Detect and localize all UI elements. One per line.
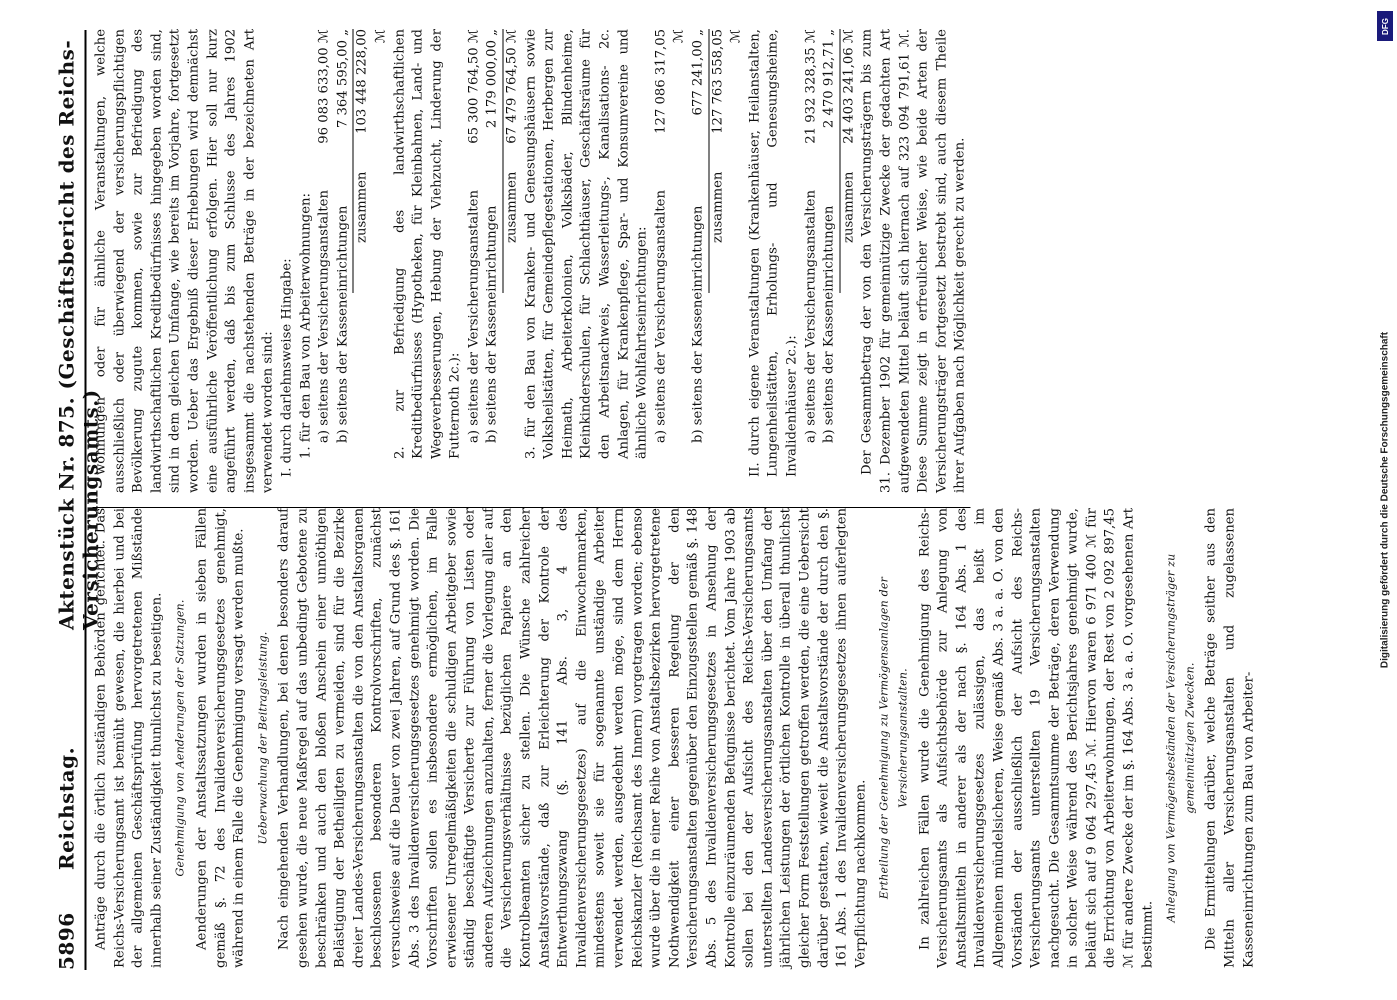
section2-b-label: b) seitens der Kasseneinrichtungen	[821, 205, 837, 443]
item-label: 1. für den Bau von Arbeiterwohnungen:	[297, 193, 313, 459]
dfg-logo: DFG	[1377, 11, 1393, 41]
item-total-label: zusammen	[504, 171, 520, 243]
section2-a-label: a) seitens der Versicherungsanstalten	[802, 190, 818, 443]
item-a-value: 127 086 317,05 ℳ	[652, 29, 687, 134]
section1-title: I. durch darlehnsweise Hingabe:	[278, 258, 294, 477]
item-a-value: 96 083 633,00 ℳ	[316, 29, 332, 144]
right-column	[92, 29, 970, 508]
header-title: Reichstag.	[54, 746, 78, 870]
paragraph: Nach eingehenden Verhandlungen, bei denen besonders darauf gesehen wurde, die neue Maßregel auf das unbedingt Gebotene zu beschränken und auch den bloßen Anschein einer unnöthigen Belästigung der Betheiligten zu vermeiden, sind für die Bezirke dreier Landes-Versicherungsanstalten die von den Anstaltsorganen beschlossenen besonderen Kontrolvorschriften, zunächst versuchsweise auf die Dauer von zwei Jahren, auf Grund des §. 161 Abs. 3 des Invalidenversicherungsgesetzes genehmigt worden. Die Vorschriften sollen es insbesondere ermöglichen, im Falle erwiesener Unregelmäßigkeiten die schuldigen Arbeitgeber sowie ständig beschäftigte Versicherte zur Führung von Listen oder anderen Aufzeichnungen anzuhalten, ferner die Vorlegung aller auf die Versicherungsverhältnisse bezüglichen Papiere an den Kontrolbeamten sicher zu stellen. Die Wünsche zahlreicher Anstaltsvorstände, daß zur Erleichterung der Kontrole der Entwerthungszwang (§. 141 Abs. 3, 4 des Invalidenversicherungsgesetzes) auf die Einwochenmarken, mindestens soweit sie für sogenannte unständige Arbeiter verwendet werden, ausgedehnt werden möge, sind dem Herrn Reichskanzler (Reichsamt des Innern) vorgetragen worden; ebenso wurde über die in einer Reihe von Anstaltsbezirken hervorgetretene Nothwendigkeit einer besseren Regelung der den Versicherungsanstalten gegenüber den Einzugsstellen gemäß §. 148 Abs. 5 des Invalidenversicherungsgesetzes in Ansehung der Kontrolle einzuräumenden Befugnisse berichtet. Vom Jahre 1903 ab sollen bei den der Aufsicht des Reichs-Versicherungsamts unterstellten Landesversicherungsanstalten über den Umfang der jährlichen Leistungen der örtlichen Kontrolle in überall thunlichst gleicher Form Feststellungen getroffen werden, die eine Uebersicht darüber gestatten, wieweit die Anstaltsvorstände der durch den §. 161 Abs. 1 des Invalidenversicherungsgesetzes ihnen auferlegten Verpflichtung nachkommen.	[276, 508, 868, 968]
item-b-label: b) seitens der Kasseneinrichtungen	[484, 205, 500, 443]
paragraph: Die Ermittelungen darüber, welche Beträge seither aus den Mitteln aller Versicherungsanstalten und zugelassenen Kasseneinrichtungen zum Bau von Arbeiter-	[1203, 508, 1256, 968]
section2-a-value: 21 932 328,35 ℳ	[802, 29, 818, 144]
paragraph: Anträge durch die örtlich zuständigen Behörden gerichtet. Das Reichs-Versicherungsamt ist bemüht gewesen, die hierbei und bei der allgemeinen Geschäftsprüfung hervorgetretenen Mißstände innerhalb seiner Zuständigkeit thunlichst zu beseitigen.	[93, 508, 164, 968]
item-label: 3. für den Bau von Kranken- und Genesungshäusern sowie Volksheilstätten, für Gemeindepflegestationen, Herbergen zur Heimath, Arbeiterkolonien, Volksbäder, Blindenheime, Kleinkinderschulen, für Schlachthäuser, Geschäftsräume für den Arbeitsnachweis, Wasserleitungs-, Kanalisations- 2c. Anlagen, für Krankenpflege, Spar- und Konsumvereine und ähnliche Wohlfahrtseinrichtungen:	[522, 29, 650, 459]
right-intro: wohnungen oder für ähnliche Veranstaltungen, welche ausschließlich oder überwiegend der versicherungspflichtigen Bevölkerung zugute kommen, sowie zur Befriedigung des landwirthschaftlichen Kreditbedürfnisses hingegeben worden sind, sind in dem gleichen Umfange, wie bereits im Vorjahre, fortgesetzt worden. Ueber das Ergebniß dieser Erhebungen wird demnächst eine ausführliche Veröffentlichung erfolgen. Hier soll nur kurz angeführt werden, daß bis zum Schlusse des Jahres 1902 insgesammt die nachstehenden Beträge in der bezeichneten Art verwendet worden sind:	[93, 29, 276, 493]
header-subtitle: Aktenstück Nr. 875. (Geschäftsbericht des Reichs-Versicherungsamts.)	[54, 39, 102, 630]
item-a-label: a) seitens der Versicherungsanstalten	[465, 190, 481, 443]
section-heading: Anlegung von Vermögensbeständen der Versicherungsträger zu gemeinnützigen Zwecken.	[1164, 553, 1196, 923]
item-total-label: zusammen	[709, 171, 725, 243]
item-a-label: a) seitens der Versicherungsanstalten	[316, 190, 332, 443]
item-b-label: b) seitens der Kasseneinrichtungen	[690, 205, 705, 443]
section-2	[746, 29, 859, 493]
page-number: 5896	[54, 912, 78, 970]
paragraph: Aenderungen der Anstaltssatzungen wurden in sieben Fällen gemäß §. 72 des Invalidenversicherungsgesetzes genehmigt, während in einem Falle die Genehmigung versagt werden mußte.	[193, 508, 247, 968]
page-header	[54, 30, 102, 970]
header-rule	[84, 30, 86, 970]
section-heading: Genehmigung von Aenderungen der Satzungen.	[173, 599, 187, 877]
section2-b-value: 2 470 912,71 „	[821, 29, 837, 129]
closing-paragraph: Der Gesammtbetrag der von den Versicherungsträgern bis zum 31. Dezember 1902 für gemeinnützige Zwecke der gedachten Art aufgewendeten Mittel beläuft sich hiernach auf 323 094 791,61 ℳ. Diese Summe zeigt in erfreulicher Weise, wie beide Arten der Versicherungsträger fortgesetzt bestrebt sind, auch diesem Theile ihrer Aufgaben nach Möglichkeit gerecht zu werden.	[859, 29, 968, 493]
item-1	[297, 29, 391, 493]
item-a-label: a) seitens der Versicherungsanstalten	[652, 190, 668, 443]
credit-text: Digitalisierung gefördert durch die Deutsche Forschungsgemeinschaft	[1379, 331, 1391, 669]
section2-total-label: zusammen	[840, 171, 856, 243]
item-b-value: 7 364 595,00 „	[334, 29, 350, 129]
section-heading: Ueberwachung der Beitragsleistung.	[255, 631, 269, 845]
section2-label: II. durch eigene Veranstaltungen (Krankenhäuser, Heilanstalten, Lungenheilstätten, Erholungs- und Genesungsheime, Invalidenhäuser 2c.):	[746, 29, 799, 477]
section2-total-value: 24 403 241,06 ℳ	[840, 29, 856, 144]
item-b-value: 2 179 000,00 „	[484, 29, 500, 129]
item-total-value: 127 763 558,05 ℳ	[709, 29, 744, 134]
item-b-label: b) seitens der Kasseneinrichtungen	[334, 205, 350, 443]
item-2	[391, 29, 522, 493]
item-3	[522, 29, 746, 493]
left-column	[92, 508, 1258, 968]
item-total-value: 103 448 228,00 ℳ	[354, 29, 388, 134]
item-total-label: zusammen	[354, 171, 370, 243]
section-heading: Ertheilung der Genehmigung zu Vermögensanlagen der Versicherungsanstalten.	[877, 576, 909, 900]
item-a-value: 65 300 764,50 ℳ	[465, 29, 481, 144]
item-total-value: 67 479 764,50 ℳ	[504, 29, 520, 144]
item-label: 2. zur Befriedigung des landwirthschaftlichen Kreditbedürfnisses (Hypotheken, für Kleinbahnen, Land- und Wegeverbesserungen, Hebung der Viehzucht, Linderung der Futternoth 2c.):	[391, 29, 463, 459]
paragraph: In zahlreichen Fällen wurde die Genehmigung des Reichs-Versicherungsamts als Aufsichtsbehörde zur Anlegung von Anstaltsmitteln in anderer als der nach §. 164 Abs. 1 des Invalidenversicherungsgesetzes zulässigen, das heißt im Allgemeinen mündelsicheren, Weise gemäß Abs. 3 a. a. O. von den Vorständen der ausschließlich der Aufsicht des Reichs-Versicherungsamts unterstellten 19 Versicherungsanstalten nachgesucht. Die Gesammtsumme der Beträge, deren Verwendung in solcher Weise während des Berichtsjahres genehmigt wurde, beläuft sich auf 9 064 297,45 ℳ. Hiervon waren 6 971 400 ℳ für die Errichtung von Arbeiterwohnungen, der Rest von 2 092 897,45 ℳ für andere Zwecke der im §. 164 Abs. 3 a. a. O. vorgesehenen Art bestimmt.	[916, 508, 1155, 968]
item-b-value: 677 241,00 „	[690, 29, 705, 116]
digitization-credit	[1375, 5, 1395, 995]
